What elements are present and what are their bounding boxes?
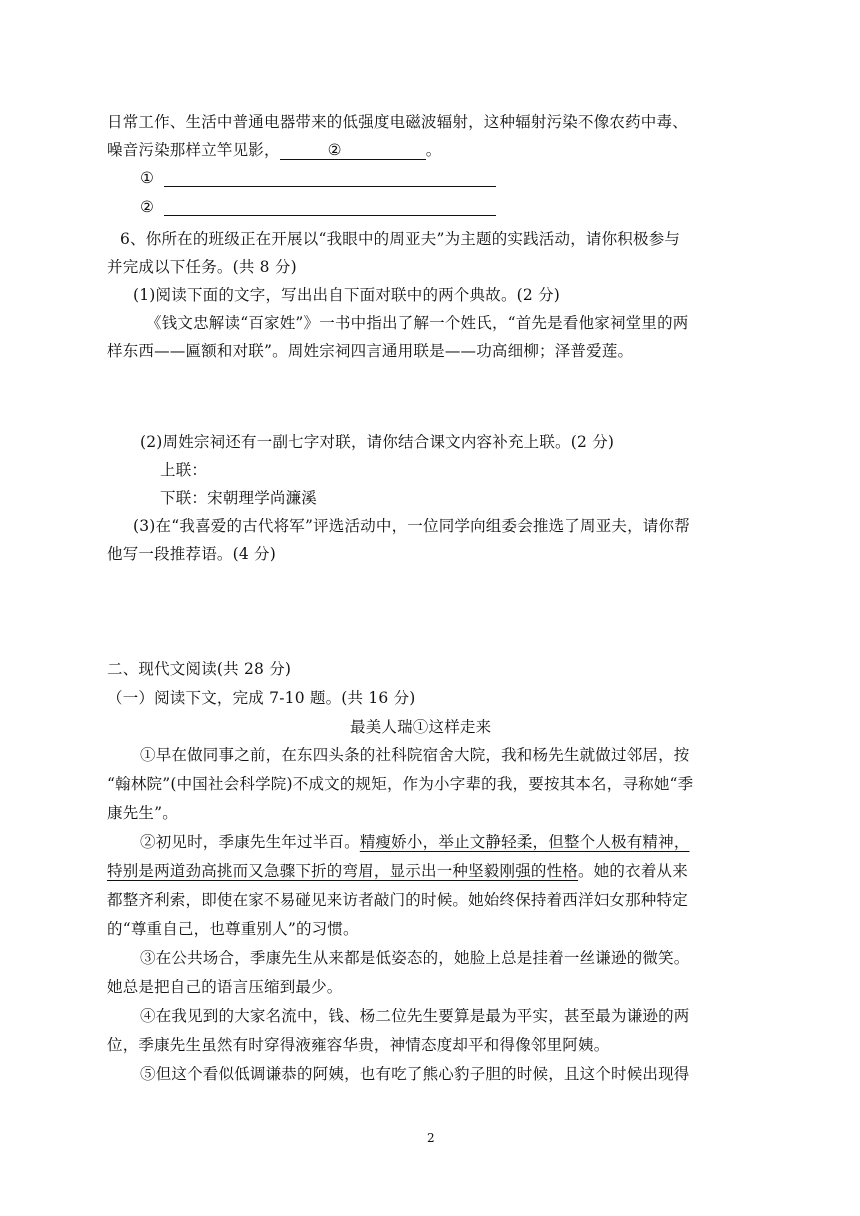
article-line: “翰林院”(中国社会科学院)不成文的规矩，作为小字辈的我，要按其本名，寻称她“季 <box>107 775 694 793</box>
text-segment: 噪音污染那样立竿见影， <box>107 141 280 159</box>
text-segment: 。 <box>425 141 442 159</box>
article-line: ①早在做同事之前，在东四头条的社科院宿舍大院，我和杨先生就做过邻居，按 <box>140 746 690 764</box>
question-6-line: 6、你所在的班级正在开展以“我眼中的周亚夫”为主题的实践活动，请你积极参与 <box>120 230 681 248</box>
article-line: 的“尊重自己，也尊重别人”的习惯。 <box>107 920 359 938</box>
paragraph-line: 日常工作、生活中普通电器带来的低强度电磁波辐射，这种辐射污染不像农药中毒、 <box>107 113 688 131</box>
underlined-text: 特别是两道劲高挑而又急骤下折的弯眉，显示出一种坚毅刚强的性格 <box>107 862 579 880</box>
blank-label: ② <box>327 141 342 159</box>
text-segment: ②初见时，季康先生年过半百。 <box>140 833 360 851</box>
article-line <box>107 861 688 881</box>
article-line <box>140 832 690 852</box>
question-6-line: 并完成以下任务。(共 8 分) <box>107 258 297 276</box>
subquestion-2: (2)周姓宗祠还有一副七字对联，请你结合课文内容补充上联。(2 分) <box>140 433 615 451</box>
subquestion-3: 他写一段推荐语。(4 分) <box>107 545 276 563</box>
quote-line: 《钱文忠解读“百家姓”》一书中指出了解一个姓氏，“首先是看他家祠堂里的两 <box>146 314 689 332</box>
answer-line-2 <box>164 215 496 216</box>
article-line: ④在我见到的大家名流中，钱、杨二位先生要算是最为平实，甚至最为谦逊的两 <box>140 1007 690 1025</box>
quote-line: 样东西——匾额和对联”。周姓宗祠四言通用联是——功高细柳；泽普爱莲。 <box>107 342 634 360</box>
part-heading: （一）阅读下文，完成 7-10 题。(共 16 分) <box>107 689 416 707</box>
couplet-lower: 下联：宋朝理学尚濂溪 <box>160 489 318 507</box>
article-line: 康先生”。 <box>107 804 178 822</box>
section-heading: 二、现代文阅读(共 28 分) <box>107 660 292 678</box>
paragraph-line <box>107 140 441 160</box>
couplet-upper: 上联： <box>160 461 208 479</box>
text-segment: 。她的衣着从来 <box>578 862 688 880</box>
answer-label-2: ② <box>140 198 155 216</box>
underlined-text: 精瘦娇小，举止文静轻柔，但整个人极有精神， <box>359 833 690 851</box>
article-title: 最美人瑞①这样走来 <box>350 718 492 736</box>
article-line: ③在公共场合，季康先生从来都是低姿态的，她脸上总是挂着一丝谦逊的微笑。 <box>140 949 690 967</box>
article-line: 她总是把自己的语言压缩到最少。 <box>107 978 343 996</box>
subquestion-1: (1)阅读下面的文字，写出出自下面对联中的两个典故。(2 分) <box>133 286 561 304</box>
article-line: ⑤但这个看似低调谦恭的阿姨，也有吃了熊心豹子胆的时候，且这个时候出现得 <box>140 1065 690 1083</box>
answer-blank-2-inline <box>280 141 426 160</box>
answer-line-1 <box>164 186 496 187</box>
answer-label-1: ① <box>140 169 155 187</box>
article-line: 都整齐利索，即使在家不易碰见来访者敲门的时候。她始终保持着西洋妇女那种特定 <box>107 891 688 909</box>
subquestion-3: (3)在“我喜爱的古代将军”评选活动中，一位同学向组委会推选了周亚夫，请你帮 <box>133 517 690 535</box>
article-line: 位，季康先生虽然有时穿得液雍容华贵，神情态度却平和得像邻里阿姨。 <box>107 1036 610 1054</box>
page-number: 2 <box>427 1131 435 1145</box>
